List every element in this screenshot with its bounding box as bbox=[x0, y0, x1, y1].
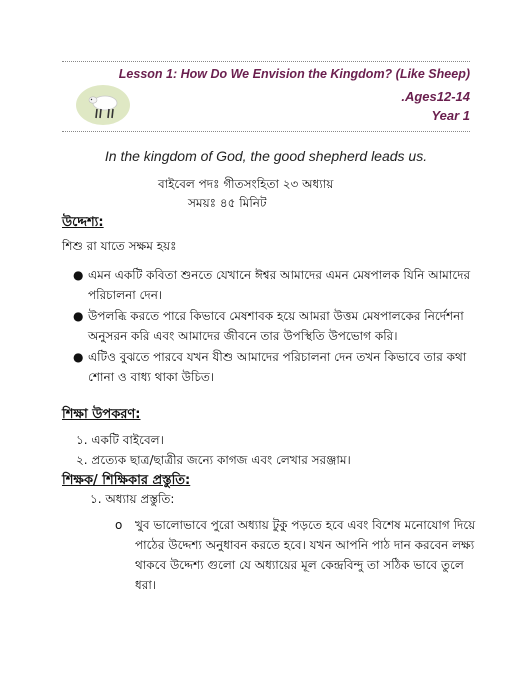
objective-text: উপলব্ধি করতে পারে কিভাবে মেষশাবক হয়ে আমরা উত্তম মেষপালকের নির্দেশনা অনুসরন করি এবং আমাদের জীবনে তার উপস্থিতি উপভোগ করি। bbox=[88, 309, 464, 343]
list-item bbox=[62, 265, 474, 305]
bullet-icon: ● bbox=[73, 350, 84, 364]
materials-list bbox=[76, 430, 351, 470]
bible-reference: বাইবেল পদঃ গীতসংহিতা ২৩ অধ্যায় bbox=[158, 177, 334, 191]
objectives-list bbox=[62, 265, 474, 388]
header-rule bbox=[62, 131, 470, 132]
teacher-prep-heading: শিক্ষক/ শিক্ষিকার প্রস্তুতি: bbox=[62, 473, 191, 488]
ages-label: .Ages12-14 bbox=[401, 89, 470, 104]
sheep-logo-icon bbox=[75, 84, 131, 126]
objectives-intro: শিশু রা যাতে সক্ষম হয়ঃ bbox=[62, 239, 177, 253]
circle-bullet-icon: o bbox=[115, 518, 123, 532]
list-item bbox=[62, 347, 474, 387]
materials-heading: শিক্ষা উপকরণ: bbox=[62, 407, 141, 422]
lesson-title: Lesson 1: How Do We Envision the Kingdom? (Like Sheep) bbox=[118, 67, 470, 81]
objective-text: এমন একটি কবিতা শুনতে যেখানে ঈশ্বর আমাদের এমন মেষপালক যিনি আমাদের পরিচালনা দেন। bbox=[88, 268, 471, 302]
list-item bbox=[62, 306, 474, 346]
top-rule bbox=[62, 61, 470, 62]
list-item: ১. একটি বাইবেল। bbox=[76, 433, 164, 447]
list-item: ২. প্রত্যেক ছাত্র/ছাত্রীর জন্যে কাগজ এবং লেখার সরঞ্জাম। bbox=[76, 453, 351, 467]
lesson-theme: In the kingdom of God, the good shepherd leads us. bbox=[104, 148, 428, 164]
prep-sub-item bbox=[115, 515, 477, 595]
objectives-heading: উদ্দেশ্য: bbox=[62, 215, 104, 230]
prep-step: ১. অধ্যায় প্রস্তুতি: bbox=[90, 492, 175, 506]
prep-sub-text: খুব ভালোভাবে পুরো অধ্যায় টুকু পড়তে হবে এবং বিশেষ মনোযোগ দিয়ে পাঠের উদ্দেশ্য অনুধাবন করতে হবে। যখন আপনি পাঠ দান করবেন লক্ষ্য থাকবে উদ্দেশ্য গুলো যে অধ্যায়ের মূল কেন্দ্রবিন্দু তা সঠিক ভাবে তুলে ধরা। bbox=[135, 518, 476, 592]
lesson-time: সময়ঃ ৪৫ মিনিট bbox=[188, 196, 267, 210]
bullet-icon: ● bbox=[73, 309, 84, 323]
year-label: Year 1 bbox=[431, 108, 470, 123]
bullet-icon: ● bbox=[73, 268, 84, 282]
objective-text: এটিও বুঝতে পারবে যখন যীশু আমাদের পরিচালনা দেন তখন কিভাবে তার কথা শোনা ও বাধ্য থাকা উচিত। bbox=[88, 350, 467, 384]
